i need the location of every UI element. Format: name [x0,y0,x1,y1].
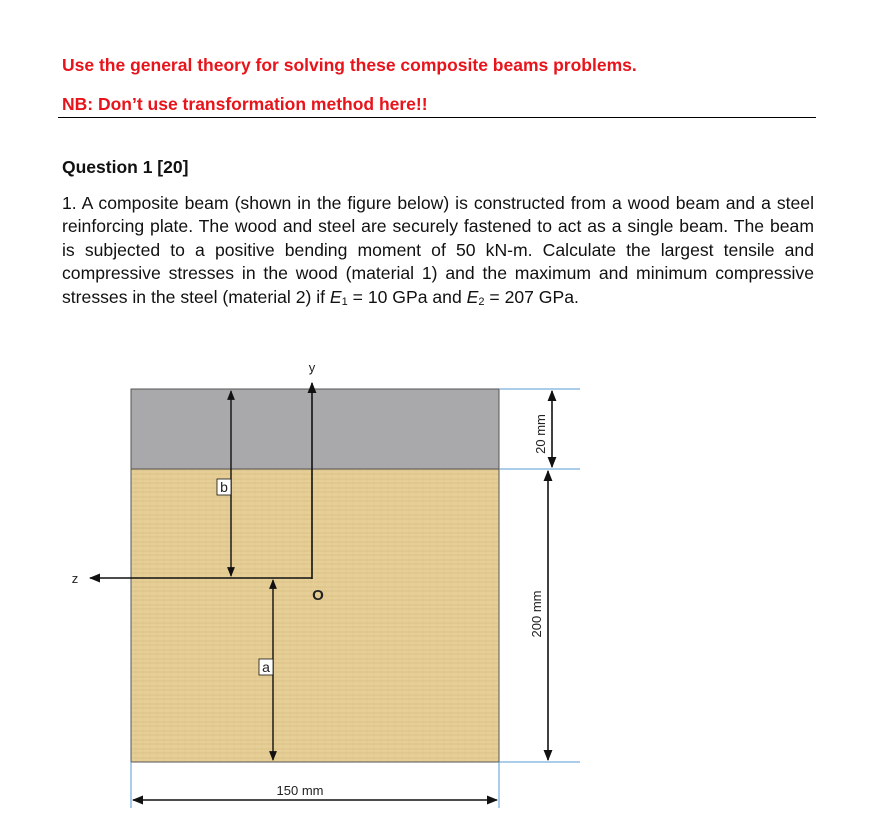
e1-value: = 10 GPa and [347,286,467,307]
dim-200mm-label: 200 mm [529,590,544,638]
steel-plate [131,389,499,469]
composite-beam-figure [0,350,892,839]
e2-symbol: E [466,286,479,307]
e2-subscript: 2 [478,295,485,308]
question-text [62,192,814,314]
dim-20mm-label: 20 mm [533,414,548,454]
dim-a-label: a [262,659,270,675]
y-axis-label: y [308,360,316,375]
origin-label: O [312,587,324,604]
e1-symbol: E [329,286,342,307]
note-line: NB: Don’t use transformation method here!! [62,94,428,114]
wood-beam [131,469,499,762]
question-title: Question 1 [20] [62,157,189,177]
question-text-main: 1. A composite beam (shown in the figure below) is constructed from a wood beam and a steel reinforcing plate. The wood and steel are securely fastened to act as a single beam. The beam is subjected to a positive bending moment of 50 kN-m. Calculate the largest tensile and compressive stresses in the wood (material 1) and the maximum and minimum compressive stresses in the steel (material 2) if [62,193,814,307]
e2-value: = 207 GPa. [484,286,579,307]
divider-rule [58,117,816,118]
z-axis-label: z [71,571,79,586]
dim-150mm-label: 150 mm [276,783,324,798]
dim-b-label: b [220,479,228,495]
e1-subscript: 1 [341,295,348,308]
instruction-line: Use the general theory for solving these composite beams problems. [62,55,637,75]
